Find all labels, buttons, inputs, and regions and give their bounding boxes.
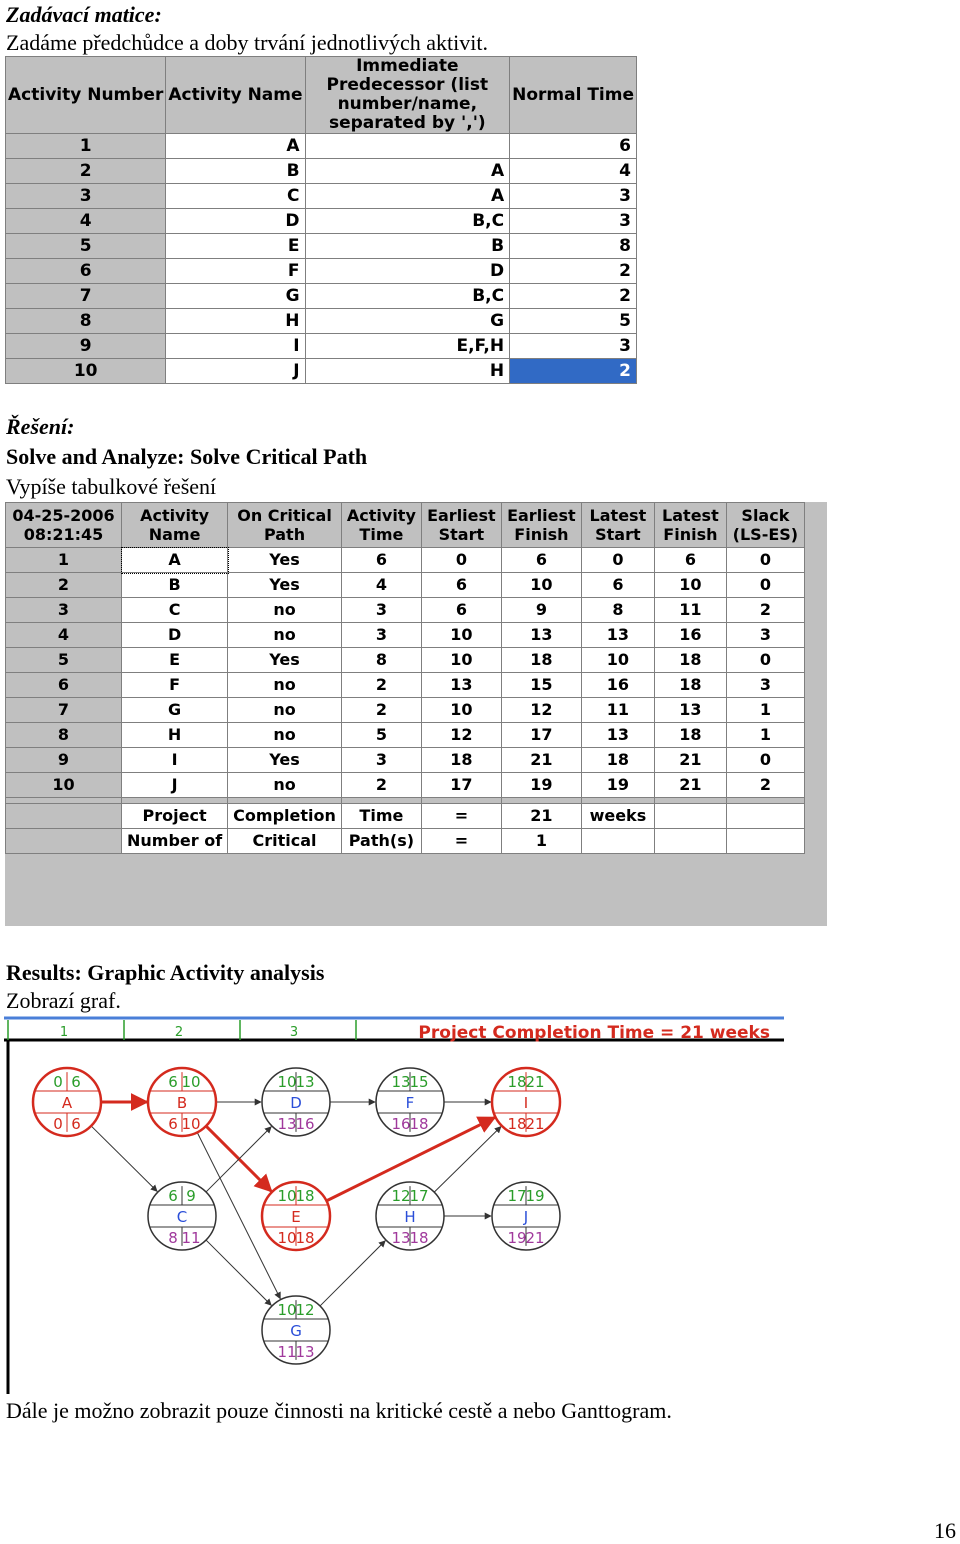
- latest-finish-cell[interactable]: 13: [654, 698, 726, 723]
- col-activity-time: Activity Time: [341, 503, 421, 548]
- node-ef: 15: [409, 1073, 429, 1091]
- earliest-finish-cell[interactable]: 19: [501, 773, 581, 798]
- col-immediate-predecessor: Immediate Predecessor (list number/name, separated by ','): [305, 57, 510, 134]
- ruler: [8, 1020, 356, 1040]
- node-d[interactable]: [262, 1068, 330, 1136]
- node-es: 6: [168, 1187, 178, 1205]
- time: 08:21:45: [23, 525, 104, 544]
- earliest-finish-cell[interactable]: 21: [501, 748, 581, 773]
- section2-text: Vypíše tabulkové řešení: [6, 474, 217, 499]
- critical-path-cell[interactable]: no: [228, 623, 342, 648]
- earliest-start-cell[interactable]: 18: [421, 748, 501, 773]
- normal-time-cell[interactable]: 3: [510, 334, 637, 359]
- summary-cell[interactable]: 21: [501, 804, 581, 829]
- node-e[interactable]: [262, 1182, 330, 1250]
- node-ef: 18: [295, 1187, 315, 1205]
- input-row: [6, 234, 637, 259]
- latest-start-cell[interactable]: 19: [581, 773, 654, 798]
- activity-name-cell[interactable]: G: [166, 284, 305, 309]
- node-i[interactable]: [492, 1068, 560, 1136]
- input-row: [6, 159, 637, 184]
- activity-number-cell[interactable]: 3: [6, 184, 166, 209]
- activity-name-cell[interactable]: I: [122, 748, 228, 773]
- row-number-cell: 9: [6, 748, 122, 773]
- slack-cell[interactable]: 3: [726, 623, 804, 648]
- activity-time-cell[interactable]: 2: [341, 673, 421, 698]
- normal-time-cell[interactable]: 8: [510, 234, 637, 259]
- node-ef: 10: [181, 1073, 201, 1091]
- normal-time-cell[interactable]: 6: [510, 134, 637, 159]
- page-number: 16: [934, 1518, 956, 1543]
- activity-name-cell[interactable]: D: [122, 623, 228, 648]
- slack-cell[interactable]: 0: [726, 748, 804, 773]
- solution-row: [6, 698, 805, 723]
- node-es: 10: [277, 1073, 297, 1091]
- node-name: B: [176, 1094, 188, 1112]
- col-slack: Slack (LS-ES): [726, 503, 804, 548]
- col-latest-start: Latest Start: [581, 503, 654, 548]
- summary-cell[interactable]: =: [421, 829, 501, 854]
- earliest-finish-cell[interactable]: 15: [501, 673, 581, 698]
- node-es: 0: [53, 1073, 63, 1091]
- ruler-label: 2: [174, 1025, 184, 1040]
- normal-time-cell[interactable]: 2: [510, 284, 637, 309]
- input-row: [6, 359, 637, 384]
- input-row: [6, 309, 637, 334]
- node-lf: 13: [295, 1343, 315, 1361]
- activity-name-cell[interactable]: B: [166, 159, 305, 184]
- summary-cell[interactable]: Project: [122, 804, 228, 829]
- slack-cell[interactable]: 1: [726, 698, 804, 723]
- predecessor-cell[interactable]: [305, 134, 510, 159]
- latest-start-cell[interactable]: 13: [581, 723, 654, 748]
- node-es: 10: [277, 1301, 297, 1319]
- earliest-start-cell[interactable]: 13: [421, 673, 501, 698]
- activity-number-cell[interactable]: 9: [6, 334, 166, 359]
- node-name: A: [61, 1094, 73, 1112]
- summary-cell[interactable]: [654, 829, 726, 854]
- node-lf: 11: [181, 1229, 201, 1247]
- activity-time-cell[interactable]: 3: [341, 598, 421, 623]
- activity-number-cell[interactable]: 4: [6, 209, 166, 234]
- node-j[interactable]: [492, 1182, 560, 1250]
- activity-number-cell[interactable]: 10: [6, 359, 166, 384]
- node-ef: 9: [186, 1187, 196, 1205]
- solution-row: [6, 773, 805, 798]
- node-es: 10: [277, 1187, 297, 1205]
- activity-network-graph: [4, 1016, 784, 1396]
- latest-start-cell[interactable]: 18: [581, 748, 654, 773]
- solution-row: [6, 598, 805, 623]
- section2-heading: Solve and Analyze: Solve Critical Path: [6, 444, 368, 469]
- predecessor-cell[interactable]: A: [305, 159, 510, 184]
- col-earliest-finish: Earliest Finish: [501, 503, 581, 548]
- activity-time-cell[interactable]: 3: [341, 748, 421, 773]
- solution-row: [6, 723, 805, 748]
- earliest-finish-cell[interactable]: 13: [501, 623, 581, 648]
- node-lf: 16: [295, 1115, 315, 1133]
- activity-name-cell[interactable]: C: [122, 598, 228, 623]
- ruler-label: 3: [289, 1025, 299, 1040]
- node-es: 18: [507, 1073, 527, 1091]
- activity-time-cell[interactable]: 2: [341, 698, 421, 723]
- slack-cell[interactable]: 3: [726, 673, 804, 698]
- node-lf: 18: [295, 1229, 315, 1247]
- critical-path-cell[interactable]: Yes: [228, 573, 342, 598]
- col-latest-finish: Latest Finish: [654, 503, 726, 548]
- latest-start-cell[interactable]: 13: [581, 623, 654, 648]
- latest-finish-cell[interactable]: 21: [654, 748, 726, 773]
- summary-cell[interactable]: weeks: [581, 804, 654, 829]
- latest-start-cell[interactable]: 8: [581, 598, 654, 623]
- activity-time-cell[interactable]: 5: [341, 723, 421, 748]
- node-name: G: [290, 1322, 302, 1340]
- activity-time-cell[interactable]: 4: [341, 573, 421, 598]
- latest-start-cell[interactable]: 10: [581, 648, 654, 673]
- input-row: [6, 209, 637, 234]
- col-earliest-start: Earliest Start: [421, 503, 501, 548]
- input-table: [5, 56, 637, 384]
- activity-time-cell[interactable]: 3: [341, 623, 421, 648]
- node-name: J: [523, 1208, 529, 1226]
- ruler-label: 1: [59, 1025, 69, 1040]
- node-lf: 18: [409, 1229, 429, 1247]
- node-name: E: [291, 1208, 301, 1226]
- node-name: H: [404, 1208, 416, 1226]
- node-ls: 11: [277, 1343, 297, 1361]
- node-name: C: [176, 1208, 188, 1226]
- summary-cell[interactable]: [581, 829, 654, 854]
- node-ls: 6: [168, 1115, 178, 1133]
- latest-finish-cell[interactable]: 21: [654, 773, 726, 798]
- node-es: 6: [168, 1073, 178, 1091]
- blank-cell: [6, 829, 122, 854]
- activity-name-cell[interactable]: J: [122, 773, 228, 798]
- activity-name-cell[interactable]: E: [166, 234, 305, 259]
- activity-number-cell[interactable]: 5: [6, 234, 166, 259]
- earliest-finish-cell[interactable]: 6: [501, 548, 581, 573]
- node-h[interactable]: [376, 1182, 444, 1250]
- summary-cell[interactable]: [654, 804, 726, 829]
- node-ls: 13: [391, 1229, 411, 1247]
- predecessor-cell[interactable]: A: [305, 184, 510, 209]
- node-ef: 19: [525, 1187, 545, 1205]
- critical-path-cell[interactable]: no: [228, 773, 342, 798]
- row-number-cell: 3: [6, 598, 122, 623]
- edge-c-g: [206, 1240, 271, 1305]
- col-activity-name: Activity Name: [122, 503, 228, 548]
- node-name: D: [290, 1094, 302, 1112]
- earliest-start-cell[interactable]: 0: [421, 548, 501, 573]
- critical-path-cell[interactable]: no: [228, 698, 342, 723]
- edge-g-h: [320, 1241, 385, 1306]
- section1-text: Zadáme předchůdce a doby trvání jednotlivých aktivit.: [6, 30, 489, 55]
- row-number-cell: 4: [6, 623, 122, 648]
- node-ls: 19: [507, 1229, 527, 1247]
- activity-time-cell[interactable]: 8: [341, 648, 421, 673]
- activity-name-cell[interactable]: A: [166, 134, 305, 159]
- node-ef: 17: [409, 1187, 429, 1205]
- solution-row: [6, 748, 805, 773]
- node-ef: 13: [295, 1073, 315, 1091]
- normal-time-cell[interactable]: 3: [510, 209, 637, 234]
- activity-name-cell[interactable]: H: [166, 309, 305, 334]
- earliest-finish-cell[interactable]: 9: [501, 598, 581, 623]
- activity-number-cell[interactable]: 7: [6, 284, 166, 309]
- earliest-start-cell[interactable]: 6: [421, 598, 501, 623]
- node-lf: 21: [525, 1115, 545, 1133]
- edge-h-i: [434, 1127, 501, 1193]
- latest-finish-cell[interactable]: 18: [654, 723, 726, 748]
- earliest-finish-cell[interactable]: 12: [501, 698, 581, 723]
- slack-cell[interactable]: 1: [726, 723, 804, 748]
- latest-start-cell[interactable]: 16: [581, 673, 654, 698]
- normal-time-cell[interactable]: 3: [510, 184, 637, 209]
- node-a[interactable]: [33, 1068, 101, 1136]
- earliest-start-cell[interactable]: 10: [421, 623, 501, 648]
- summary-cell[interactable]: Time: [341, 804, 421, 829]
- completion-time-row: [6, 804, 805, 829]
- earliest-finish-cell[interactable]: 10: [501, 573, 581, 598]
- solution-row: [6, 673, 805, 698]
- edge-a-c: [91, 1126, 157, 1191]
- solution-row: [6, 573, 805, 598]
- latest-finish-cell[interactable]: 16: [654, 623, 726, 648]
- col-activity-number: Activity Number: [6, 57, 166, 134]
- node-f[interactable]: [376, 1068, 444, 1136]
- node-lf: 10: [181, 1115, 201, 1133]
- timestamp-cell: [6, 503, 122, 548]
- col-activity-name: Activity Name: [166, 57, 305, 134]
- input-matrix: [5, 56, 637, 382]
- normal-time-cell[interactable]: 2: [510, 359, 637, 384]
- input-row: [6, 134, 637, 159]
- latest-finish-cell[interactable]: 18: [654, 673, 726, 698]
- summary-cell[interactable]: [726, 804, 804, 829]
- critical-path-cell[interactable]: Yes: [228, 748, 342, 773]
- activity-name-cell[interactable]: H: [122, 723, 228, 748]
- node-lf: 21: [525, 1229, 545, 1247]
- activity-name-cell[interactable]: J: [166, 359, 305, 384]
- row-number-cell: 6: [6, 673, 122, 698]
- earliest-start-cell[interactable]: 12: [421, 723, 501, 748]
- predecessor-cell[interactable]: H: [305, 359, 510, 384]
- predecessor-cell[interactable]: E,F,H: [305, 334, 510, 359]
- input-row: [6, 284, 637, 309]
- solution-table: [5, 502, 827, 926]
- node-name: I: [523, 1094, 529, 1112]
- critical-path-cell[interactable]: Yes: [228, 648, 342, 673]
- activity-name-cell[interactable]: E: [122, 648, 228, 673]
- latest-start-cell[interactable]: 0: [581, 548, 654, 573]
- node-ls: 18: [507, 1115, 527, 1133]
- critical-path-cell[interactable]: no: [228, 673, 342, 698]
- sol-header-row: [6, 503, 805, 548]
- solution-row: [6, 548, 805, 573]
- normal-time-cell[interactable]: 2: [510, 259, 637, 284]
- normal-time-cell[interactable]: 5: [510, 309, 637, 334]
- col-on-critical-path: On Critical Path: [228, 503, 342, 548]
- input-row: [6, 184, 637, 209]
- earliest-finish-cell[interactable]: 18: [501, 648, 581, 673]
- activity-name-cell[interactable]: C: [166, 184, 305, 209]
- earliest-start-cell[interactable]: 10: [421, 648, 501, 673]
- normal-time-cell[interactable]: 4: [510, 159, 637, 184]
- input-row: [6, 334, 637, 359]
- node-b[interactable]: [148, 1068, 216, 1136]
- node-ls: 13: [277, 1115, 297, 1133]
- slack-cell[interactable]: 0: [726, 548, 804, 573]
- activity-name-cell[interactable]: D: [166, 209, 305, 234]
- latest-finish-cell[interactable]: 10: [654, 573, 726, 598]
- footer-text: Dále je možno zobrazit pouze činnosti na kritické cestě a nebo Ganttogram.: [6, 1398, 672, 1423]
- node-es: 17: [507, 1187, 527, 1205]
- earliest-start-cell[interactable]: 17: [421, 773, 501, 798]
- sol-table: [5, 502, 805, 854]
- critical-path-cell[interactable]: no: [228, 598, 342, 623]
- graph-title: Project Completion Time = 21 weeks: [418, 1023, 770, 1043]
- predecessor-cell[interactable]: G: [305, 309, 510, 334]
- node-ef: 12: [295, 1301, 315, 1319]
- predecessor-cell[interactable]: B: [305, 234, 510, 259]
- earliest-finish-cell[interactable]: 17: [501, 723, 581, 748]
- activity-number-cell[interactable]: 6: [6, 259, 166, 284]
- slack-cell[interactable]: 0: [726, 573, 804, 598]
- earliest-start-cell[interactable]: 10: [421, 698, 501, 723]
- summary-cell[interactable]: Path(s): [341, 829, 421, 854]
- latest-finish-cell[interactable]: 18: [654, 648, 726, 673]
- date: 04-25-2006: [12, 506, 115, 525]
- latest-start-cell[interactable]: 6: [581, 573, 654, 598]
- activity-name-cell[interactable]: F: [122, 673, 228, 698]
- row-number-cell: 8: [6, 723, 122, 748]
- node-ls: 10: [277, 1229, 297, 1247]
- row-number-cell: 2: [6, 573, 122, 598]
- node-name: F: [405, 1094, 415, 1112]
- row-number-cell: 7: [6, 698, 122, 723]
- section1-title: Zadávací matice:: [6, 2, 162, 27]
- activity-name-cell[interactable]: B: [122, 573, 228, 598]
- slack-cell[interactable]: 2: [726, 598, 804, 623]
- critical-paths-row: [6, 829, 805, 854]
- activity-name-cell[interactable]: F: [166, 259, 305, 284]
- node-ls: 16: [391, 1115, 411, 1133]
- activity-number-cell[interactable]: 1: [6, 134, 166, 159]
- slack-cell[interactable]: 0: [726, 648, 804, 673]
- predecessor-cell[interactable]: B,C: [305, 209, 510, 234]
- row-number-cell: 1: [6, 548, 122, 573]
- col-normal-time: Normal Time: [510, 57, 637, 134]
- input-header-row: [6, 57, 637, 134]
- activity-name-cell[interactable]: A: [122, 548, 228, 573]
- predecessor-cell[interactable]: B,C: [305, 284, 510, 309]
- node-ls: 8: [168, 1229, 178, 1247]
- summary-cell[interactable]: [726, 829, 804, 854]
- activity-name-cell[interactable]: I: [166, 334, 305, 359]
- node-g[interactable]: [262, 1296, 330, 1364]
- summary-cell[interactable]: Critical: [228, 829, 342, 854]
- predecessor-cell[interactable]: D: [305, 259, 510, 284]
- node-ls: 0: [53, 1115, 63, 1133]
- latest-start-cell[interactable]: 11: [581, 698, 654, 723]
- node-lf: 18: [409, 1115, 429, 1133]
- blank-cell: [6, 804, 122, 829]
- input-row: [6, 259, 637, 284]
- node-es: 13: [391, 1073, 411, 1091]
- node-es: 12: [391, 1187, 411, 1205]
- summary-cell[interactable]: 1: [501, 829, 581, 854]
- latest-finish-cell[interactable]: 6: [654, 548, 726, 573]
- summary-cell[interactable]: Completion: [228, 804, 342, 829]
- section3-text: Zobrazí graf.: [6, 988, 121, 1013]
- section2-title: Řešení:: [6, 414, 75, 439]
- solution-row: [6, 623, 805, 648]
- section3-heading: Results: Graphic Activity analysis: [6, 960, 325, 985]
- activity-number-cell[interactable]: 2: [6, 159, 166, 184]
- activity-number-cell[interactable]: 8: [6, 309, 166, 334]
- activity-name-cell[interactable]: G: [122, 698, 228, 723]
- row-number-cell: 10: [6, 773, 122, 798]
- critical-path-cell[interactable]: no: [228, 723, 342, 748]
- node-lf: 6: [71, 1115, 81, 1133]
- summary-cell[interactable]: Number of: [122, 829, 228, 854]
- critical-path-cell[interactable]: Yes: [228, 548, 342, 573]
- earliest-start-cell[interactable]: 6: [421, 573, 501, 598]
- solution-row: [6, 648, 805, 673]
- activity-time-cell[interactable]: 2: [341, 773, 421, 798]
- node-c[interactable]: [148, 1182, 216, 1250]
- node-ef: 21: [525, 1073, 545, 1091]
- node-ef: 6: [71, 1073, 81, 1091]
- row-number-cell: 5: [6, 648, 122, 673]
- latest-finish-cell[interactable]: 11: [654, 598, 726, 623]
- activity-time-cell[interactable]: 6: [341, 548, 421, 573]
- summary-cell[interactable]: =: [421, 804, 501, 829]
- slack-cell[interactable]: 2: [726, 773, 804, 798]
